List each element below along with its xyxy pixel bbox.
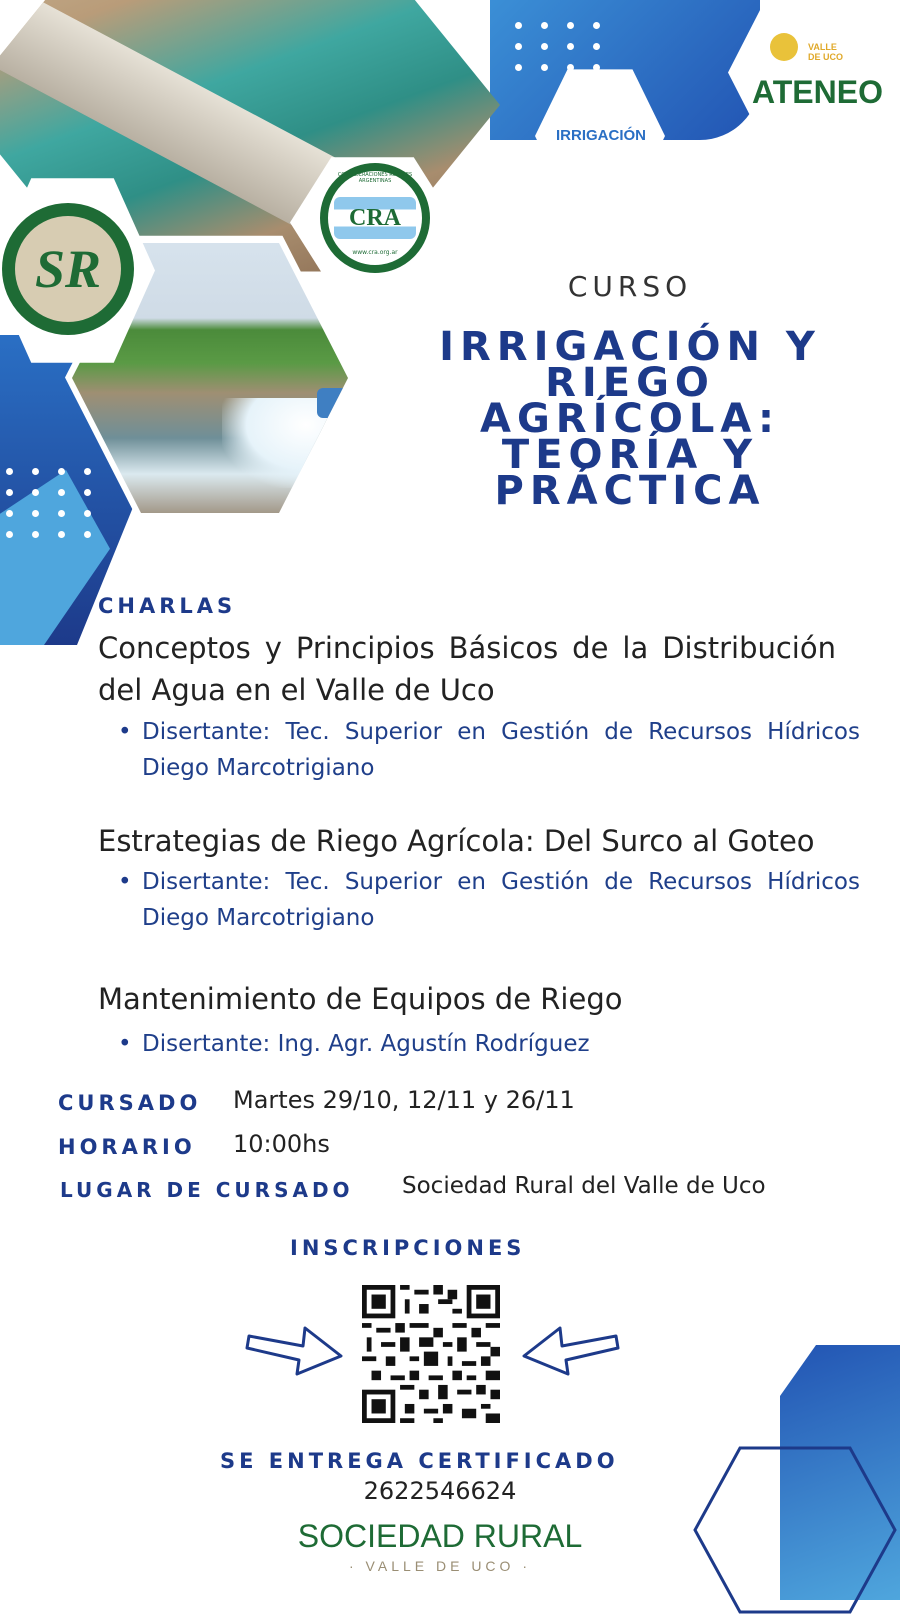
- qr-code[interactable]: [362, 1285, 500, 1423]
- cra-logo-text: CRA: [349, 205, 401, 231]
- course-title-line-1: IRRIGACIÓN Y: [439, 324, 821, 370]
- course-kind: CURSO: [567, 270, 693, 303]
- course-title-line-5: PRÁCTICA: [494, 468, 766, 514]
- bottom-right-hex-outline: [690, 1440, 900, 1620]
- talk-1-title: [98, 627, 836, 711]
- horario-label: HORARIO: [58, 1135, 196, 1159]
- footer-org-sub: · VALLE DE UCO ·: [349, 1558, 531, 1574]
- horario-value: 10:00hs: [233, 1130, 330, 1158]
- registration-heading: INSCRIPCIONES: [290, 1236, 526, 1260]
- ateneo-logo-small: VALLE DE UCO: [808, 42, 844, 62]
- sr-logo: [2, 203, 134, 335]
- talk-3-title-text: Mantenimiento de Equipos de Riego: [98, 982, 623, 1016]
- cra-logo-ring-text: CONFEDERACIONES RURALES ARGENTINAS: [337, 172, 413, 184]
- talks-heading: CHARLAS: [98, 594, 237, 618]
- talk-3-speaker: • Disertante: Ing. Agr. Agustín Rodríguez: [118, 1026, 860, 1062]
- lugar-label: LUGAR DE CURSADO: [60, 1178, 354, 1202]
- cursado-value: Martes 29/10, 12/11 y 26/11: [233, 1086, 575, 1114]
- dot-pattern-left: [6, 468, 96, 538]
- cra-logo: [320, 163, 430, 273]
- course-title-line-3: AGRÍCOLA:: [479, 396, 780, 442]
- course-title-line-4: TEORÍA Y: [501, 432, 759, 478]
- talk-1-title-text: Conceptos y Principios Básicos de la Distribución del Agua en el Valle de Uco: [98, 631, 836, 707]
- contact-phone: 2622546624: [363, 1477, 517, 1505]
- dot-pattern-top: [515, 22, 605, 71]
- cra-logo-web: www.cra.org.ar: [352, 249, 398, 256]
- talk-2-speaker: • Disertante: Tec. Superior en Gestión de Recursos Hídricos Diego Marcotrigiano: [118, 864, 860, 936]
- arrow-left-icon: [520, 1318, 620, 1378]
- sr-logo-inner: [15, 216, 121, 322]
- ateneo-logo-text: ATENEO: [752, 74, 883, 110]
- talk-1-speaker: • Disertante: Tec. Superior en Gestión de Recursos Hídricos Diego Marcotrigiano: [118, 714, 860, 786]
- course-title-line-2: RIEGO: [545, 360, 715, 406]
- talk-3-title: [98, 978, 836, 1020]
- footer-org-name: SOCIEDAD RURAL: [297, 1518, 583, 1554]
- talk-2-title-text: Estrategias de Riego Agrícola: Del Surco al Goteo: [98, 824, 815, 858]
- cursado-label: CURSADO: [58, 1091, 202, 1115]
- lugar-value: Sociedad Rural del Valle de Uco: [402, 1173, 766, 1199]
- certificate-note: SE ENTREGA CERTIFICADO: [220, 1449, 619, 1473]
- talk-2-title: [98, 820, 836, 862]
- ateneo-sun-icon: [770, 33, 798, 61]
- arrow-right-icon: [245, 1318, 345, 1378]
- irrigacion-logo-text: IRRIGACIÓN: [556, 127, 646, 144]
- sr-logo-text: SR: [34, 239, 102, 299]
